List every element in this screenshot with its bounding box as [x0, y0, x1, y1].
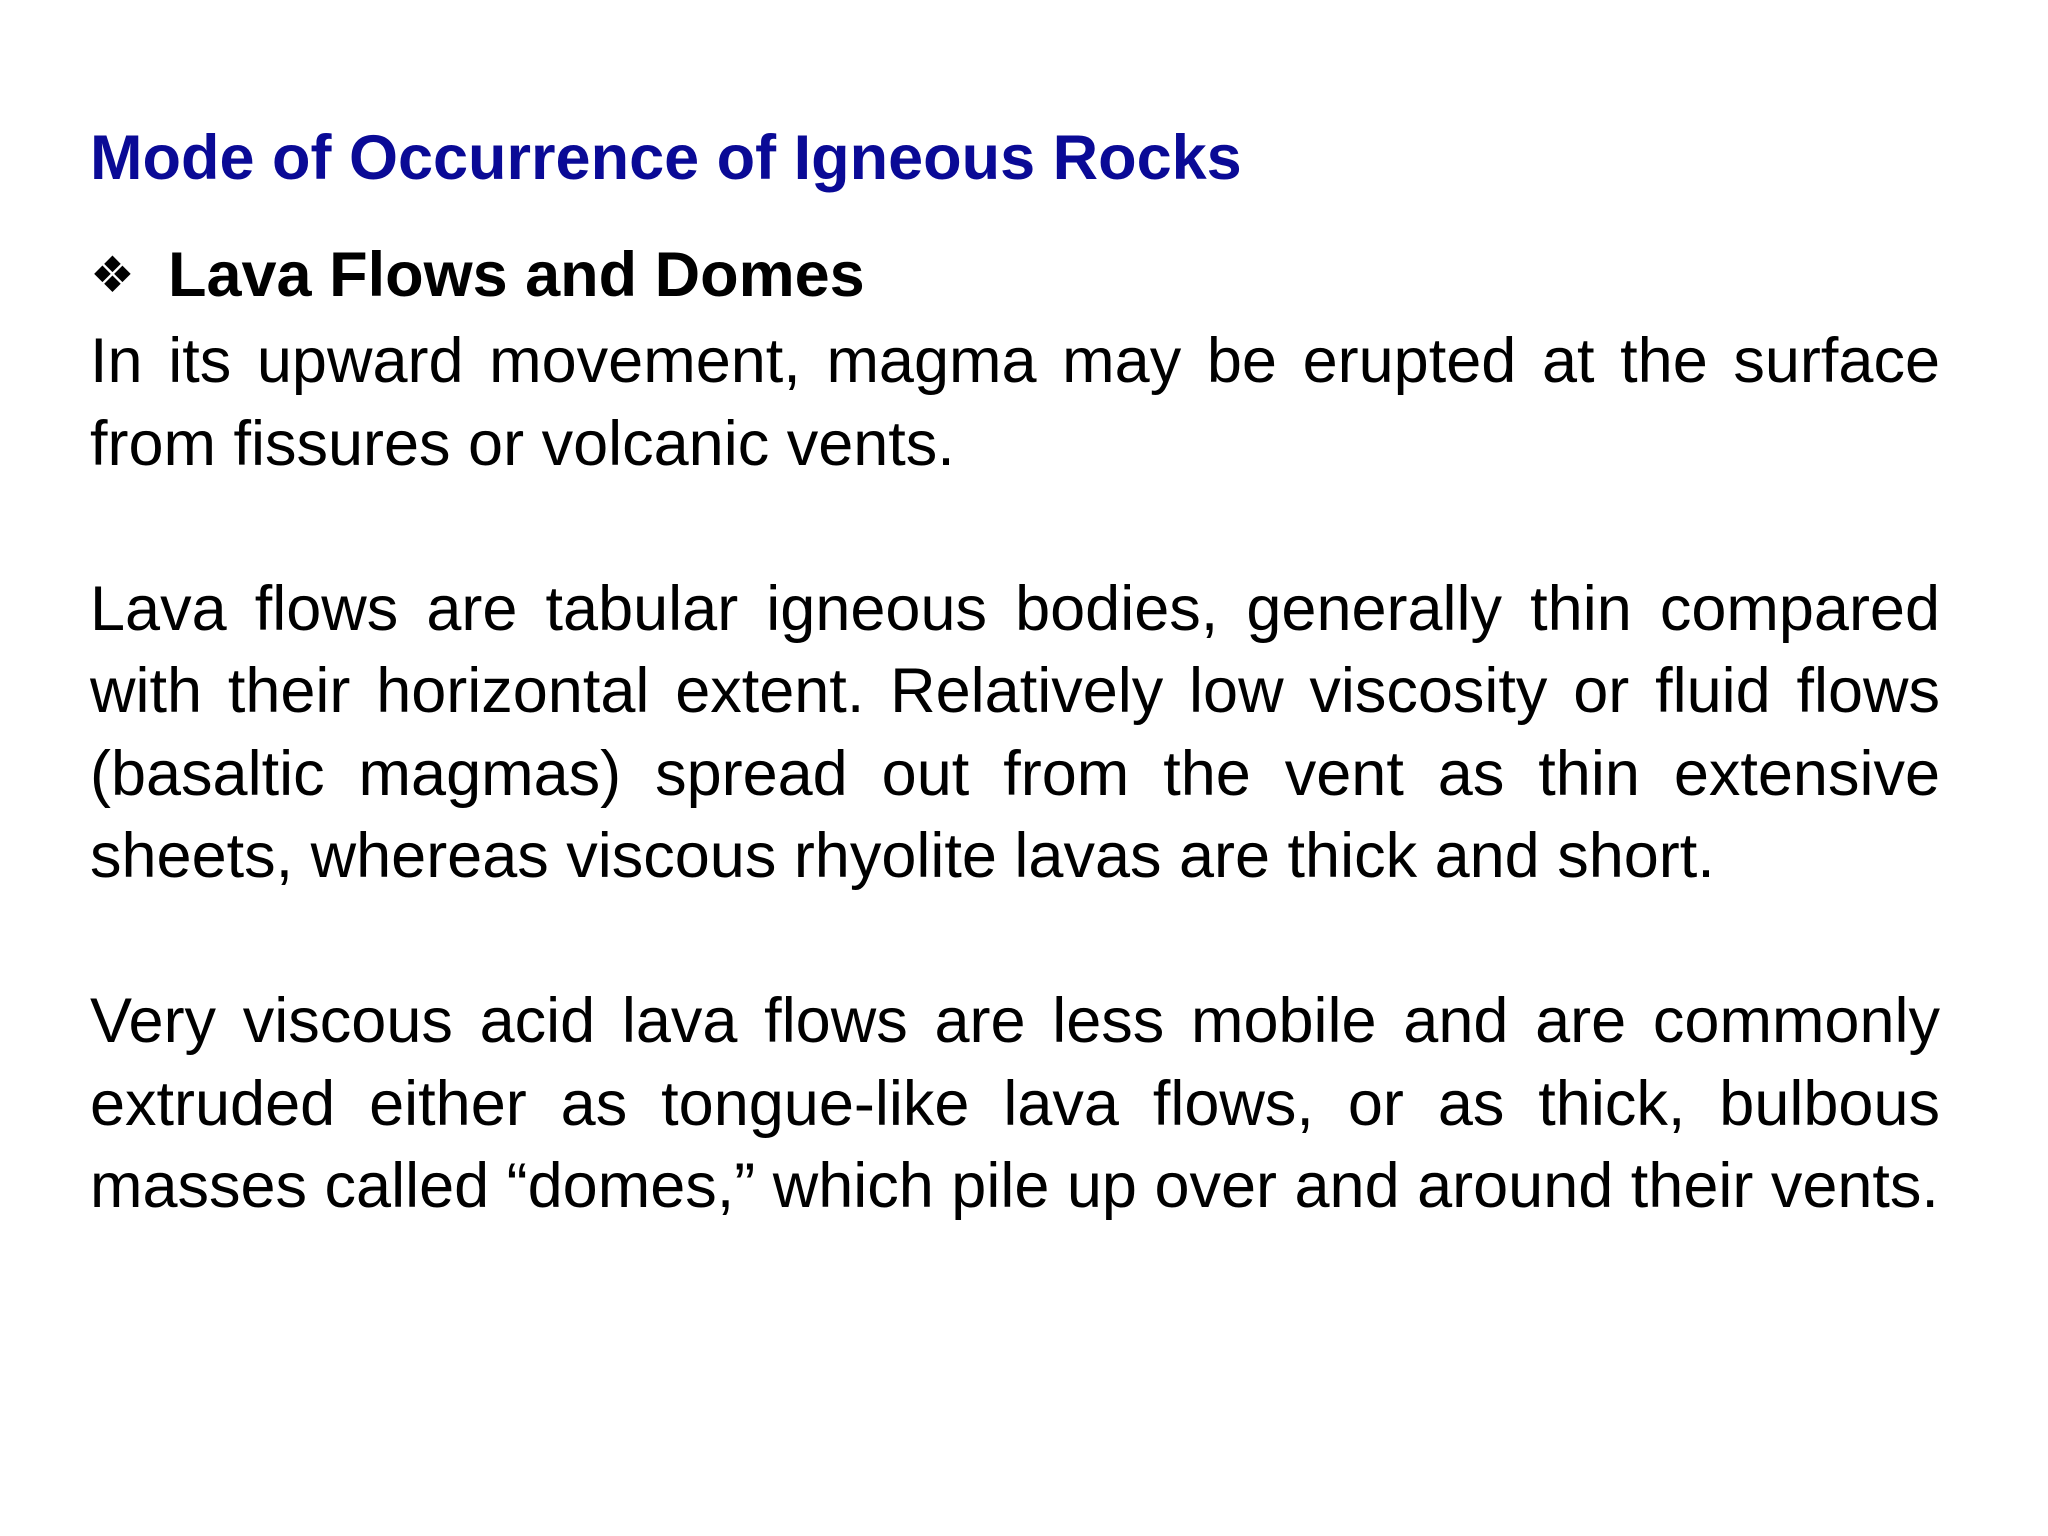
section-heading	[90, 230, 1940, 320]
paragraph-lava-flows: Lava flows are tabular igneous bodies, generally thin compared with their horizontal extent. Relatively low viscosity or fluid flows (basaltic magmas) spread out from the vent as thin extensive sheets, whereas viscous rhyolite lavas are thick and short.	[90, 573, 1940, 891]
paragraph-spacer	[90, 898, 1940, 981]
paragraph-spacer	[90, 485, 1940, 568]
paragraph-eruption: In its upward movement, magma may be erupted at the surface from fissures or volcanic vents.	[90, 326, 1940, 479]
slide-title: Mode of Occurrence of Igneous Rocks	[90, 123, 1242, 193]
section-heading-text: Lava Flows and Domes	[168, 240, 865, 310]
paragraph-domes: Very viscous acid lava flows are less mobile and are commonly extruded either as tongue-like lava flows, or as thick, bulbous masses called “domes,” which pile up over and around their vents.	[90, 986, 1940, 1221]
slide-content	[90, 230, 1940, 1228]
diamond-bullet-icon: ❖	[90, 247, 135, 303]
